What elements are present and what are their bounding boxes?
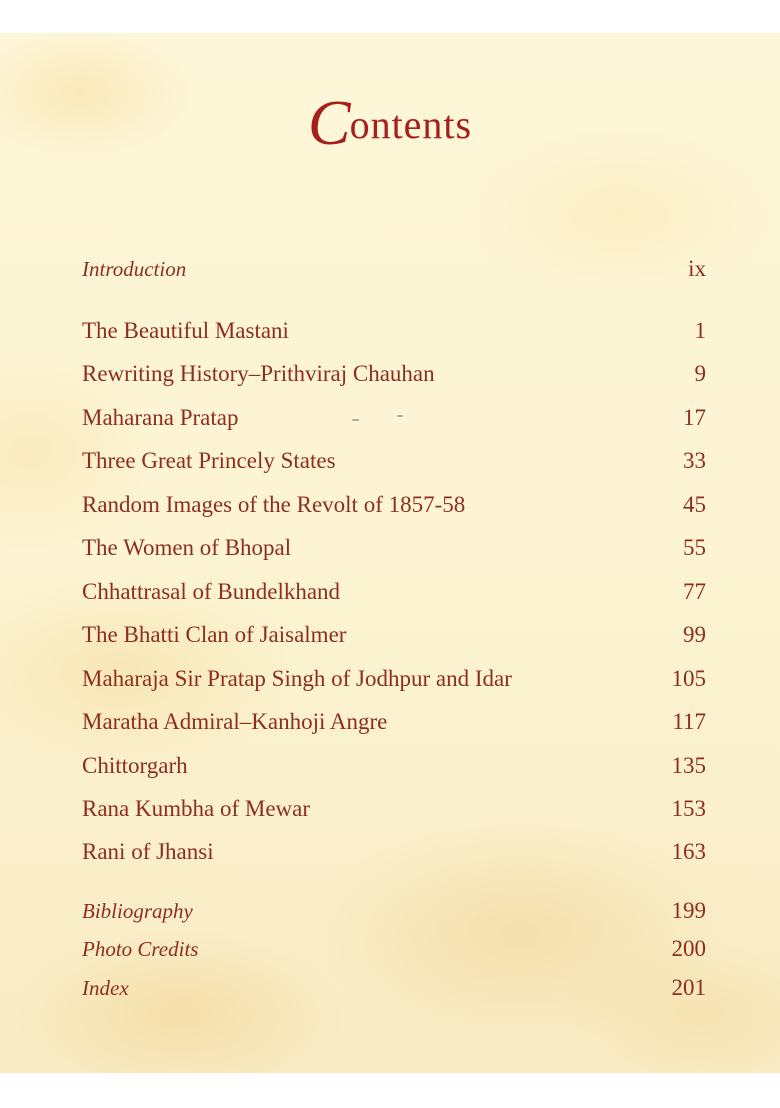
toc-entry-page: 33 [683, 448, 706, 473]
toc-entry-title: Chittorgarh [82, 753, 188, 778]
toc-entry-page: 77 [683, 579, 706, 604]
toc-entry-title: Rani of Jhansi [82, 839, 214, 864]
toc-entry-introduction[interactable] [82, 255, 706, 283]
toc-entry-chapter[interactable] [82, 447, 706, 475]
toc-entry-title: Rana Kumbha of Mewar [82, 796, 311, 821]
toc-entry-chapter[interactable] [82, 404, 706, 432]
toc-entry-title: Maratha Admiral–Kanhoji Angre [82, 709, 388, 734]
toc-entry-bibliography[interactable] [82, 897, 706, 925]
toc-entry-title: Maharana Pratap [82, 405, 239, 430]
toc-entry-chapter[interactable] [82, 621, 706, 649]
toc-entry-chapter[interactable] [82, 317, 706, 345]
toc-entry-title: The Women of Bhopal [82, 535, 292, 560]
toc-entry-title: Chhattrasal of Bundelkhand [82, 579, 341, 604]
toc-entry-page: 199 [671, 898, 706, 923]
toc-entry-chapter[interactable] [82, 534, 706, 562]
page-title [0, 87, 780, 158]
print-speck [352, 419, 359, 421]
toc-entry-title: Introduction [82, 257, 187, 281]
toc-entry-photo-credits[interactable] [82, 935, 706, 963]
toc-entry-page: 45 [683, 492, 706, 517]
toc-entry-title: Photo Credits [82, 937, 199, 961]
toc-entry-page: ix [688, 256, 706, 281]
toc-entry-chapter[interactable] [82, 838, 706, 866]
toc-entry-chapter[interactable] [82, 708, 706, 736]
title-initial: C [307, 87, 352, 158]
toc-entry-chapter[interactable] [82, 578, 706, 606]
toc-entry-page: 163 [671, 839, 706, 864]
toc-entry-page: 1 [694, 318, 706, 343]
toc-entry-page: 117 [672, 709, 706, 734]
toc-entry-title: Random Images of the Revolt of 1857-58 [82, 492, 466, 517]
toc-entry-title: Rewriting History–Prithviraj Chauhan [82, 361, 435, 386]
toc-entry-title: Maharaja Sir Pratap Singh of Jodhpur and Idar [82, 666, 512, 691]
print-speck [397, 415, 403, 417]
toc-entry-chapter[interactable] [82, 795, 706, 823]
toc-entry-page: 201 [671, 975, 706, 1000]
title-rest: ontents [349, 102, 473, 147]
toc-entry-page: 105 [671, 666, 706, 691]
toc-entry-page: 200 [671, 936, 706, 961]
toc-entry-page: 55 [683, 535, 706, 560]
book-page [0, 33, 780, 1073]
toc-entry-page: 99 [683, 622, 706, 647]
toc-entry-chapter[interactable] [82, 491, 706, 519]
toc-entry-page: 9 [694, 361, 706, 386]
toc-entry-title: The Beautiful Mastani [82, 318, 289, 343]
toc-entry-page: 17 [683, 405, 706, 430]
toc-entry-title: Three Great Princely States [82, 448, 336, 473]
toc-entry-chapter[interactable] [82, 665, 706, 693]
toc-entry-chapter[interactable] [82, 752, 706, 780]
toc-entry-index[interactable] [82, 974, 706, 1002]
toc-entry-page: 153 [671, 796, 706, 821]
toc-entry-title: Index [82, 976, 129, 1000]
toc-entry-chapter[interactable] [82, 360, 706, 388]
toc-entry-title: Bibliography [82, 899, 193, 923]
toc-entry-page: 135 [671, 753, 706, 778]
toc-entry-title: The Bhatti Clan of Jaisalmer [82, 622, 347, 647]
